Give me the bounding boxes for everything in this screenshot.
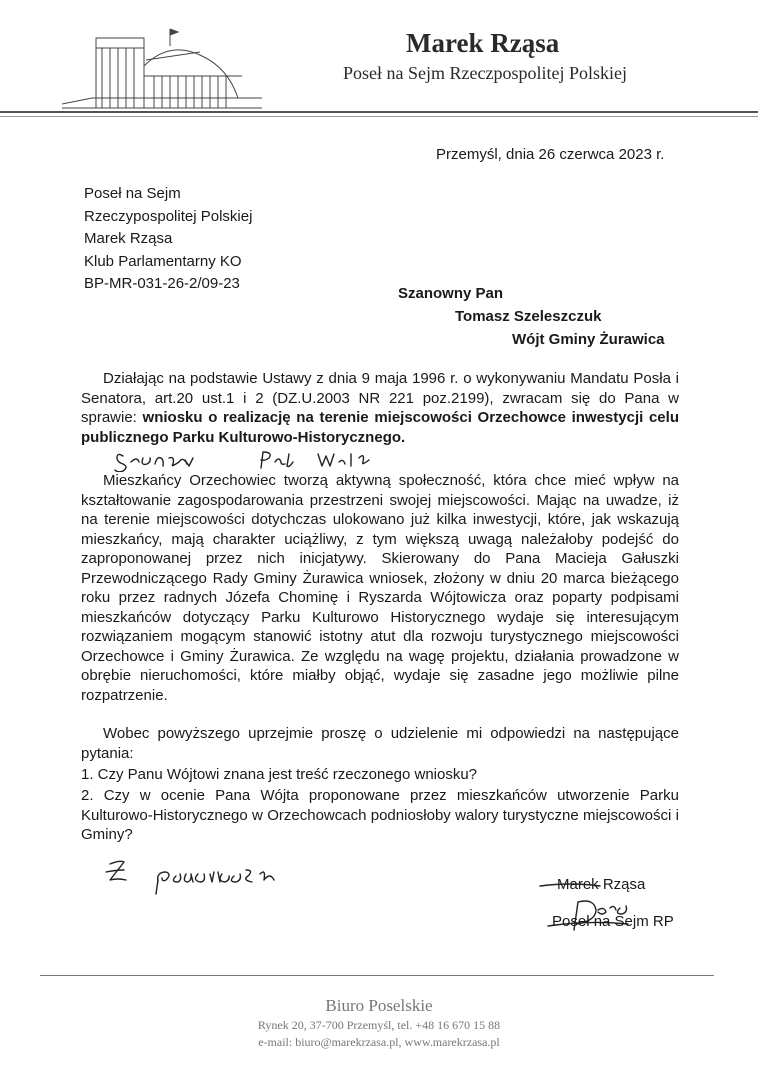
sender-line: Marek Rząsa — [84, 230, 173, 247]
recipient-salutation: Szanowny Pan — [398, 285, 504, 302]
sejm-building-logo — [62, 26, 262, 119]
sender-line: Klub Parlamentarny KO — [84, 252, 242, 270]
footer-title: Biuro Poselskie — [325, 996, 433, 1015]
question-1: 1. Czy Panu Wójtowi znana jest treść rzeczonego wniosku? — [81, 766, 478, 783]
sejm-building-icon — [62, 26, 262, 114]
paragraph-intro — [81, 369, 679, 447]
footer-divider — [40, 975, 714, 976]
header-subtitle: Poseł na Sejm Rzeczpospolitej Polskiej — [343, 63, 627, 83]
recipient-title: Wójt Gminy Żurawica — [512, 331, 665, 348]
handwritten-greeting-icon — [113, 446, 373, 472]
sender-block — [84, 183, 252, 296]
reference-number: BP-MR-031-26-2/09-23 — [84, 275, 240, 292]
paragraph-main: Mieszkańcy Orzechowiec tworzą aktywną społeczność, która chce mieć wpływ na kształtowanie zagospodarowania przestrzeni swojej miejscowości. Mając na uwadze, iż na terenie miejscowości dotychczas ulokowano już kilka inwestycji, które, jak wskazują mieszkańcy, mają charakter uciążliwy, z tym większą uwagą należałoby podejść do zaproponowanej przez nich inicjatywy. Skierowany do Pana Macieja Gałuszki Przewodniczącego Rady Gminy Żurawica wniosek, złożony w dniu 20 marca bieżącego roku przez radnych Józefa Chominę i Ryszarda Wójtowicza oraz poparty podpisami mieszkańców dotyczący Parku Kulturowo Historycznego wydaje się interesującym rozwiązaniem mogącym stanowić istotny atut dla rozwoju turystycznego miejscowości Orzechowce i Gminy Żurawica. Ze względu na wagę projektu, działania prowadzone w obrębie nieruchomości, które miałby objąć, wydaje się zasadne jego możliwie pilne rozpatrzenie. — [81, 472, 679, 704]
paragraph-intro-text: Działając na podstawie Ustawy z dnia 9 maja 1996 r. o wykonywaniu Mandatu Posła i Senatora, art.20 ust.1 i 2 (DZ.U.2003 NR 221 poz.2199), zwracam się do Pana w sprawie: — [81, 370, 679, 426]
signature-name: Marek Rząsa — [557, 876, 646, 893]
recipient-name: Tomasz Szeleszczuk — [455, 308, 602, 325]
letter-date: Przemyśl, dnia 26 czerwca 2023 r. — [436, 146, 665, 163]
paragraph-intro-subject: wniosku o realizację na terenie miejscowości Orzechowce inwestycji celu publicznego Parku Kulturowo-Historycznego. — [81, 409, 679, 446]
footer-address: Rynek 20, 37-700 Przemyśl, tel. +48 16 670 15 88 — [257, 1018, 501, 1032]
handwritten-signature — [538, 878, 668, 943]
question-2: 2. Czy w ocenie Pana Wójta proponowane przez mieszkańców utworzenie Parku Kulturowo-Historycznego w Orzechowcach podniosłoby walory turystyczne miejscowości i Gminy? — [81, 787, 679, 843]
header-divider — [0, 111, 758, 113]
header-divider-thin — [0, 116, 758, 117]
paragraph-request: Wobec powyższego uprzejmie proszę o udzielenie mi odpowiedzi na następujące pytania: — [81, 725, 679, 762]
sender-line: Rzeczypospolitej Polskiej — [84, 207, 253, 225]
footer-contact: e-mail: biuro@marekrzasa.pl, www.marekrzasa.pl — [258, 1035, 500, 1049]
handwritten-closing-icon — [100, 856, 320, 896]
signature-title: Poseł na Sejm RP — [552, 913, 674, 930]
handwritten-closing — [100, 856, 320, 901]
sender-line: Poseł na Sejm — [84, 185, 181, 202]
header-name: Marek Rząsa — [406, 28, 560, 58]
